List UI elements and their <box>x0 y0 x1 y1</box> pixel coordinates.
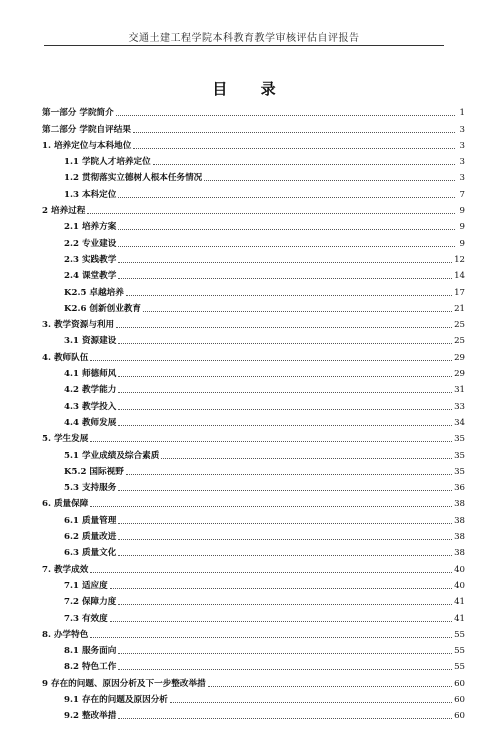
dot-leader <box>118 278 452 279</box>
dot-leader <box>118 262 452 263</box>
dot-leader <box>118 343 452 344</box>
toc-entry-page: 7 <box>459 189 465 200</box>
toc-entry-label: 6. 质量保障 <box>42 499 89 510</box>
toc-entry-page: 35 <box>454 450 465 461</box>
toc-entry[interactable] <box>42 314 465 330</box>
toc-entry-label: 4.4 教师发展 <box>64 417 117 428</box>
toc-entry-page: 17 <box>454 287 465 298</box>
toc-entry[interactable] <box>42 412 465 428</box>
toc-entry[interactable] <box>42 689 465 705</box>
dot-leader <box>118 653 452 654</box>
toc-entry-label: K2.6 创新创业教育 <box>64 303 141 314</box>
toc-entry-label: 2.2 专业建设 <box>64 238 117 249</box>
toc-entry-page: 41 <box>454 597 465 608</box>
toc-entry-label: 1.1 学院人才培养定位 <box>64 157 151 168</box>
dot-leader <box>118 197 455 198</box>
toc-entry-page: 36 <box>454 483 465 494</box>
dot-leader <box>153 164 455 165</box>
toc-entry[interactable] <box>42 640 465 656</box>
dot-leader <box>118 523 452 524</box>
toc-entry-label: 8.2 特色工作 <box>64 662 117 673</box>
dot-leader <box>161 458 452 459</box>
toc-entry[interactable] <box>42 624 465 640</box>
toc-entry-label: 3.1 资源建设 <box>64 336 117 347</box>
dot-leader <box>90 637 452 638</box>
dot-leader <box>118 392 452 393</box>
toc-entry[interactable] <box>42 493 465 509</box>
toc-entry-label: 7. 教学成效 <box>42 564 89 575</box>
toc-entry[interactable] <box>42 249 465 265</box>
toc-entry-page: 9 <box>459 222 465 233</box>
toc-entry-page: 38 <box>454 532 465 543</box>
dot-leader <box>133 148 455 149</box>
dot-leader <box>116 115 455 116</box>
toc-entry[interactable] <box>42 135 465 151</box>
dot-leader <box>126 295 452 296</box>
toc-entry-label: 6.3 质量文化 <box>64 548 117 559</box>
toc-entry-label: 2.4 课堂教学 <box>64 271 117 282</box>
toc-entry-label: 2 培养过程 <box>42 206 86 217</box>
dot-leader <box>118 376 452 377</box>
toc-entry-label: 2.3 实践教学 <box>64 254 117 265</box>
toc-entry-label: 1.2 贯彻落实立德树人根本任务情况 <box>64 173 203 184</box>
toc-entry[interactable] <box>42 200 465 216</box>
toc-entry[interactable] <box>42 298 465 314</box>
toc-entry-label: 8. 办学特色 <box>42 629 89 640</box>
toc-entry[interactable] <box>42 509 465 525</box>
toc-entry-page: 29 <box>454 369 465 380</box>
toc-heading: 目 录 <box>212 80 290 98</box>
toc-entry-page: 60 <box>454 711 465 722</box>
toc-entry[interactable] <box>42 542 465 558</box>
toc-entry-label: 第一部分 学院简介 <box>42 108 114 119</box>
toc-entry[interactable] <box>42 379 465 395</box>
dot-leader <box>90 360 452 361</box>
toc-entry-label: 9 存在的问题、原因分析及下一步整改举措 <box>42 678 206 689</box>
toc-entry[interactable] <box>42 281 465 297</box>
toc-entry-page: 38 <box>454 499 465 510</box>
toc-entry-page: 34 <box>454 417 465 428</box>
toc-entry-page: 33 <box>454 401 465 412</box>
toc-entry-label: 1.3 本科定位 <box>64 189 117 200</box>
toc-entry-page: 55 <box>454 629 465 640</box>
dot-leader <box>143 311 452 312</box>
toc-entry-page: 55 <box>454 662 465 673</box>
toc-entry[interactable] <box>42 346 465 362</box>
dot-leader <box>118 555 452 556</box>
toc-entry-page: 14 <box>454 271 465 282</box>
toc-entry-page: 3 <box>459 157 465 168</box>
toc-entry-page: 55 <box>454 646 465 657</box>
toc-entry[interactable] <box>42 477 465 493</box>
dot-leader <box>90 506 452 507</box>
dot-leader <box>118 229 455 230</box>
toc-entry[interactable] <box>42 167 465 183</box>
dot-leader <box>118 425 452 426</box>
toc-entry-label: 第二部分 学院自评结果 <box>42 124 131 135</box>
toc-entry-label: 1. 培养定位与本科地位 <box>42 140 132 151</box>
dot-leader <box>118 409 452 410</box>
toc-entry[interactable] <box>42 118 465 134</box>
toc-entry-page: 3 <box>459 124 465 135</box>
toc-entry[interactable] <box>42 363 465 379</box>
toc-entry-page: 25 <box>454 336 465 347</box>
toc-entry-page: 40 <box>454 564 465 575</box>
toc-entry[interactable] <box>42 591 465 607</box>
toc-entry-page: 25 <box>454 320 465 331</box>
dot-leader <box>126 474 452 475</box>
toc-entry-page: 35 <box>454 466 465 477</box>
toc-entry-page: 38 <box>454 548 465 559</box>
toc-entry[interactable] <box>42 102 465 118</box>
toc-entry[interactable] <box>42 216 465 232</box>
toc-entry-page: 1 <box>459 108 465 119</box>
toc-entry[interactable] <box>42 444 465 460</box>
toc-entry-label: 3. 教学资源与利用 <box>42 320 115 331</box>
dot-leader <box>90 441 452 442</box>
toc-entry[interactable] <box>42 526 465 542</box>
toc-entry[interactable] <box>42 705 465 721</box>
toc-entry-page: 60 <box>454 678 465 689</box>
dot-leader <box>110 588 452 589</box>
toc-entry[interactable] <box>42 151 465 167</box>
toc-entry-label: K2.5 卓越培养 <box>64 287 124 298</box>
toc-entry-label: 7.1 适应度 <box>64 580 108 591</box>
toc-entry-label: 9.1 存在的问题及原因分析 <box>64 694 168 705</box>
toc-entry-page: 35 <box>454 434 465 445</box>
toc-entry-page: 40 <box>454 580 465 591</box>
toc-entry-page: 41 <box>454 613 465 624</box>
dot-leader <box>170 702 452 703</box>
toc-entry-label: 6.2 质量改进 <box>64 532 117 543</box>
dot-leader <box>118 539 452 540</box>
running-header: 交通土建工程学院本科教育教学审核评估自评报告 <box>128 33 360 44</box>
toc-entry[interactable] <box>42 183 465 199</box>
toc-entry[interactable] <box>42 461 465 477</box>
toc-entry[interactable] <box>42 558 465 574</box>
toc-entry[interactable] <box>42 428 465 444</box>
toc-entry-label: 7.3 有效度 <box>64 613 108 624</box>
dot-leader <box>90 572 452 573</box>
toc-entry-label: 5. 学生发展 <box>42 434 89 445</box>
toc-entry-label: 5.1 学业成绩及综合素质 <box>64 450 160 461</box>
toc-entry-page: 29 <box>454 352 465 363</box>
toc-entry[interactable] <box>42 265 465 281</box>
table-of-contents <box>42 102 465 721</box>
toc-entry-label: 7.2 保障力度 <box>64 597 117 608</box>
toc-entry-label: 4. 教师队伍 <box>42 352 89 363</box>
dot-leader <box>110 621 452 622</box>
toc-entry-page: 31 <box>454 385 465 396</box>
toc-entry-label: 4.3 教学投入 <box>64 401 117 412</box>
toc-entry-page: 60 <box>454 694 465 705</box>
toc-entry-label: 9.2 整改举措 <box>64 711 117 722</box>
dot-leader <box>133 132 455 133</box>
dot-leader <box>118 669 452 670</box>
toc-entry[interactable] <box>42 575 465 591</box>
toc-entry-label: 4.1 师德师风 <box>64 369 117 380</box>
toc-entry[interactable] <box>42 607 465 623</box>
toc-entry-page: 3 <box>459 140 465 151</box>
dot-leader <box>118 246 455 247</box>
toc-entry-label: 2.1 培养方案 <box>64 222 117 233</box>
toc-entry[interactable] <box>42 232 465 248</box>
toc-entry-label: 8.1 服务面向 <box>64 646 117 657</box>
dot-leader <box>116 327 452 328</box>
toc-entry-label: 4.2 教学能力 <box>64 385 117 396</box>
toc-entry[interactable] <box>42 656 465 672</box>
toc-entry[interactable] <box>42 395 465 411</box>
dot-leader <box>204 180 455 181</box>
dot-leader <box>118 718 452 719</box>
dot-leader <box>208 686 452 687</box>
toc-entry-page: 21 <box>454 303 465 314</box>
toc-entry[interactable] <box>42 672 465 688</box>
toc-entry-page: 12 <box>454 254 465 265</box>
toc-entry-label: 6.1 质量管理 <box>64 515 117 526</box>
toc-entry-page: 9 <box>459 206 465 217</box>
toc-entry-page: 9 <box>459 238 465 249</box>
toc-entry[interactable] <box>42 330 465 346</box>
toc-entry-label: 5.3 支持服务 <box>64 483 117 494</box>
toc-entry-page: 38 <box>454 515 465 526</box>
dot-leader <box>87 213 455 214</box>
header-rule <box>44 45 444 46</box>
dot-leader <box>118 490 452 491</box>
dot-leader <box>118 604 452 605</box>
toc-entry-label: K5.2 国际视野 <box>64 466 124 477</box>
toc-entry-page: 3 <box>459 173 465 184</box>
